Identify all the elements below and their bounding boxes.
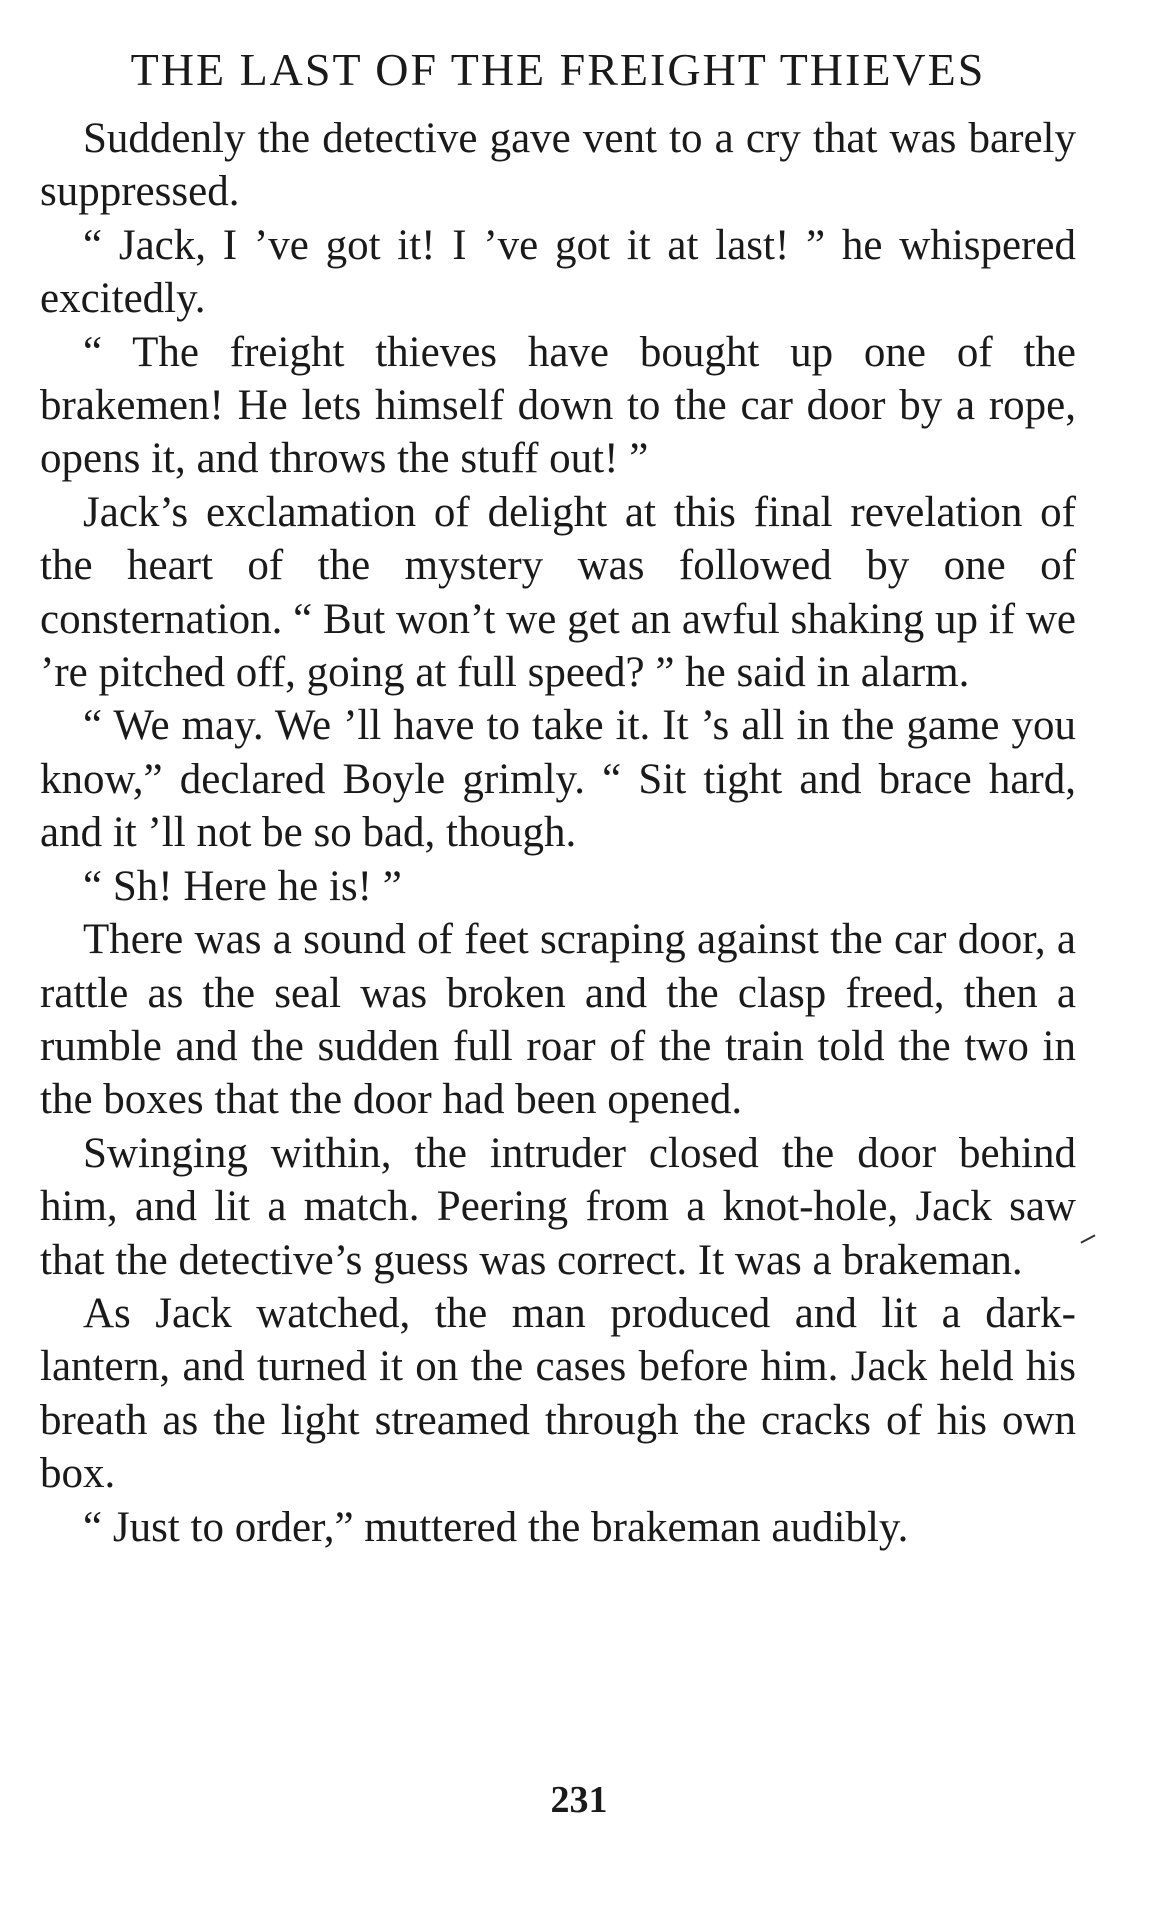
paragraph: Swinging within, the intruder closed the door behind him, and lit a match. Peering from a knot-hole, Jack saw that the detective’s guess was correct. It was a brakeman. [40,1129,1076,1284]
paragraph: “ Sh! Here he is! ” [83,862,402,910]
page-number: 231 [550,1779,608,1821]
paragraph: “ The freight thieves have bought up one of the brakemen! He lets himself down to the car door by a rope, opens it, and throws the stuff out! ” [40,328,1076,483]
body-text [40,112,1076,1554]
margin-stray-mark [1080,1234,1095,1243]
paragraph: “ Just to order,” muttered the brakeman audibly. [83,1503,909,1551]
paragraph: As Jack watched, the man produced and lit a dark-lantern, and turned it on the cases before him. Jack held his breath as the light streamed through the cracks of his own box. [40,1289,1076,1498]
paragraph: “ We may. We ’ll have to take it. It ’s all in the game you know,” declared Boyle grimly. “ Sit tight and brace hard, and it ’ll not be so bad, though. [40,702,1076,857]
running-title: THE LAST OF THE FREIGHT THIEVES [130,44,986,95]
paragraph: “ Jack, I ’ve got it! I ’ve got it at last! ” he whispered excitedly. [40,221,1076,323]
paragraph: There was a sound of feet scraping against the car door, a rattle as the seal was broken and the clasp freed, then a rumble and the sudden full roar of the train told the two in the boxes that the door had been opened. [40,916,1076,1124]
paragraph: Suddenly the detective gave vent to a cry that was barely suppressed. [40,115,1076,216]
book-page [40,40,1076,1554]
paragraph: Jack’s exclamation of delight at this final revelation of the heart of the mystery was followed by one of consternation. “ But won’t we get an awful shaking up if we ’re pitched off, going at full speed? ” he said in alarm. [40,488,1076,697]
